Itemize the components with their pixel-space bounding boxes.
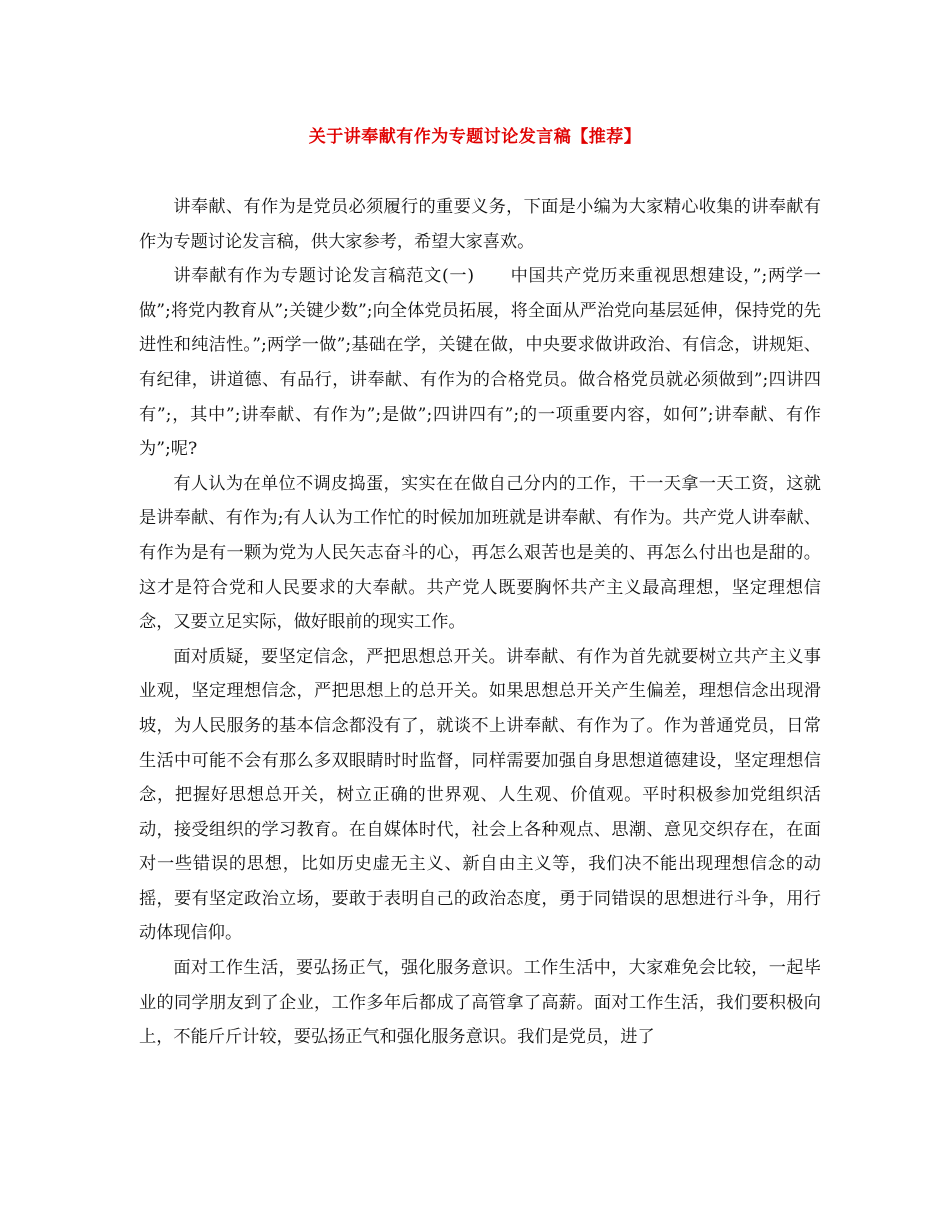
- paragraph-intro: 讲奉献、有作为是党员必须履行的重要义务，下面是小编为大家精心收集的讲奉献有作为专题讨论发言稿，供大家参考，希望大家喜欢。: [139, 197, 821, 252]
- document-body: [139, 190, 821, 1055]
- paragraph-dedication-views: 有人认为在单位不调皮捣蛋，实实在在做自己分内的工作，干一天拿一天工资，这就是讲奉献、有作为;有人认为工作忙的时候加加班就是讲奉献、有作为。共产党人讲奉献、有作为是有一颗为党为人民矢志奋斗的心，再怎么艰苦也是美的、再怎么付出也是甜的。这才是符合党和人民要求的大奉献。共产党人既要胸怀共产主义最高理想，坚定理想信念，又要立足实际，做好眼前的现实工作。: [139, 473, 821, 633]
- paragraph-firm-belief: 面对质疑，要坚定信念，严把思想总开关。讲奉献、有作为首先就要树立共产主义事业观，坚定理想信念，严把思想上的总开关。如果思想总开关产生偏差，理想信念出现滑坡，为人民服务的基本信念都没有了，就谈不上讲奉献、有作为了。作为普通党员，日常生活中可能不会有那么多双眼睛时时监督，同样需要加强自身思想道德建设，坚定理想信念，把握好思想总开关，树立正确的世界观、人生观、价值观。平时积极参加党组织活动，接受组织的学习教育。在自媒体时代，社会上各种观点、思潮、意见交织存在，在面对一些错误的思想，比如历史虚无主义、新自由主义等，我们决不能出现理想信念的动摇，要有坚定政治立场，要敢于表明自己的政治态度，勇于同错误的思想进行斗争，用行动体现信仰。: [139, 646, 821, 944]
- paragraph-sample-one: 讲奉献有作为专题讨论发言稿范文(一) 中国共产党历来重视思想建设，”;两学一做”;将党内教育从”;关键少数”;向全体党员拓展，将全面从严治党向基层延伸，保持党的先进性和纯洁性。”;两学一做”;基础在学，关键在做，中央要求做讲政治、有信念，讲规矩、有纪律，讲道德、有品行，讲奉献、有作为的合格党员。做合格党员就必须做到”;四讲四有”;，其中”;讲奉献、有作为”;是做”;四讲四有”;的一项重要内容，如何”;讲奉献、有作为”;呢?: [139, 266, 821, 460]
- paragraph-work-life: 面对工作生活，要弘扬正气，强化服务意识。工作生活中，大家难免会比较，一起毕业的同学朋友到了企业，工作多年后都成了高管拿了高薪。面对工作生活，我们要积极向上，不能斤斤计较，要弘扬正气和强化服务意识。我们是党员，进了: [139, 958, 821, 1048]
- document-title: 关于讲奉献有作为专题讨论发言稿【推荐】: [308, 127, 642, 147]
